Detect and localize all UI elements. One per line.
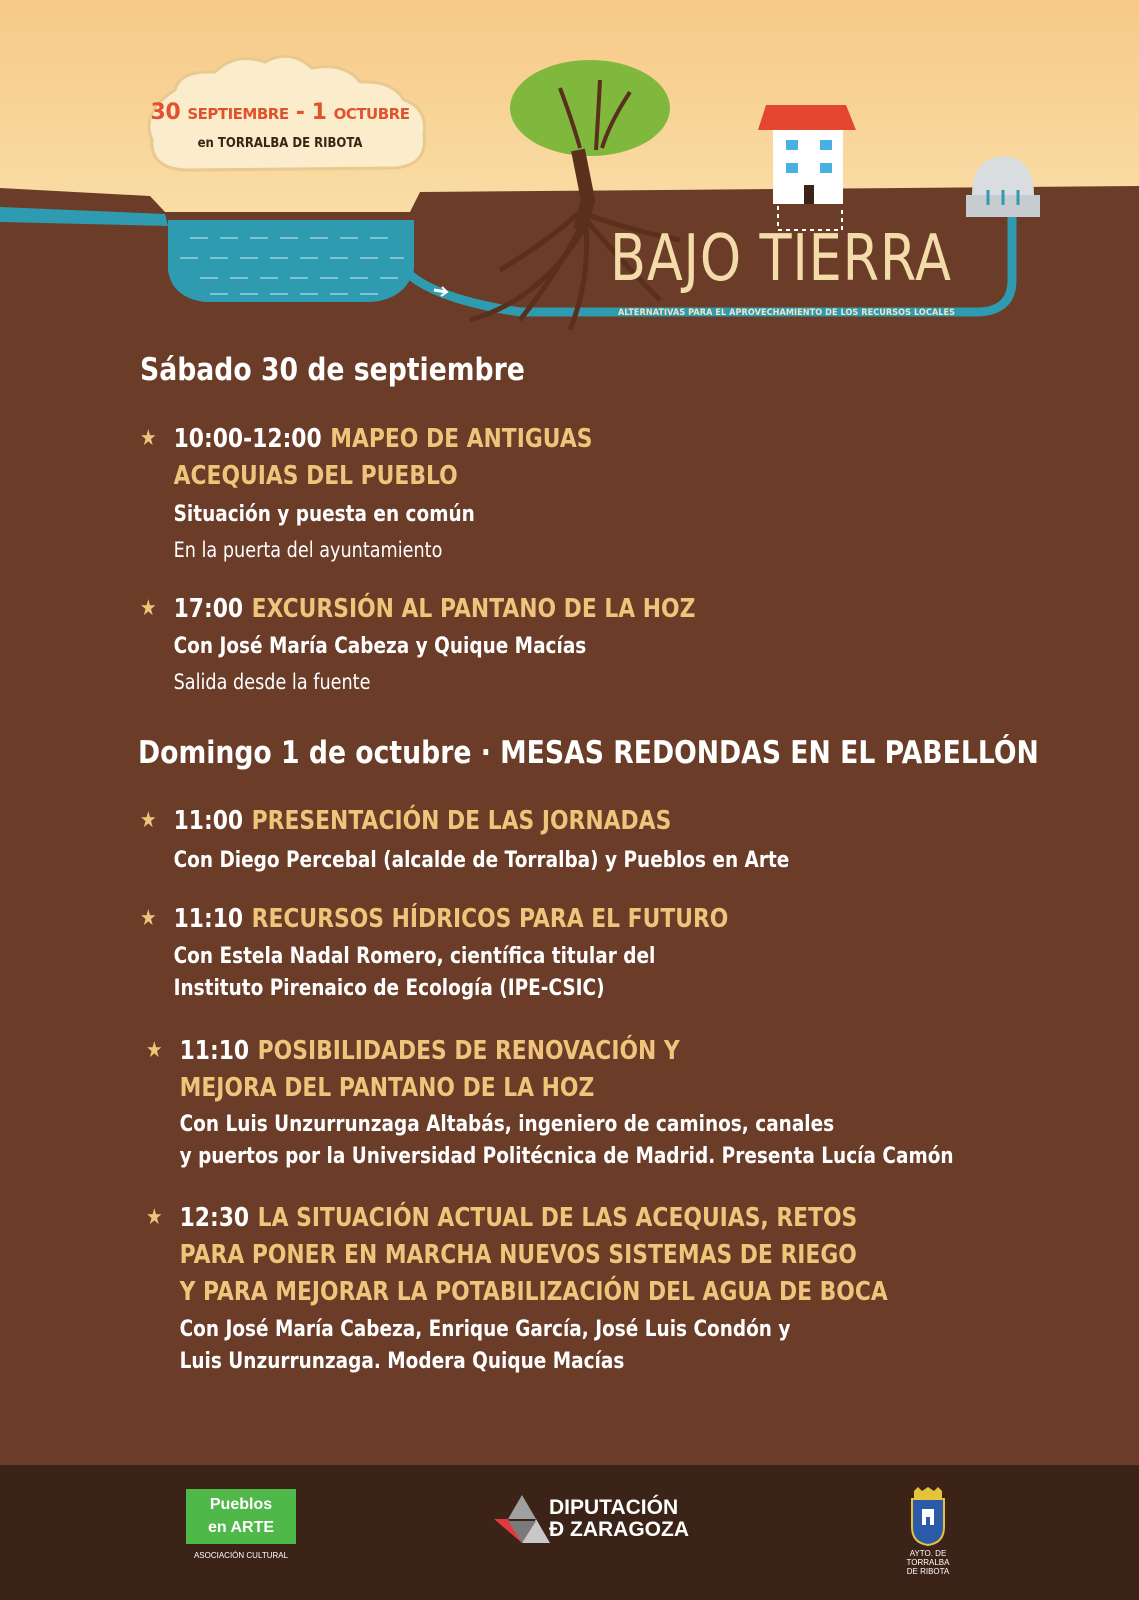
diputacion-line1: DIPUTACIÓN	[549, 1496, 679, 1519]
event-time: 11:10	[179, 1036, 250, 1066]
event-subtitle: Situación y puesta en común	[173, 502, 475, 527]
diputacion-logo	[494, 1493, 550, 1545]
star-icon: ★	[140, 426, 157, 451]
ayto-caption	[898, 1549, 958, 1576]
date-day2: 1	[311, 100, 327, 125]
poster-title: BAJO TIERRA	[610, 222, 952, 296]
event-title-cont: ACEQUIAS DEL PUEBLO	[173, 461, 458, 491]
lake	[168, 220, 414, 302]
event-description-cont: Luis Unzurrunzaga. Modera Quique Macías	[179, 1349, 625, 1374]
event-time: 12:30	[179, 1203, 250, 1233]
event-time: 17:00	[173, 594, 244, 624]
star-icon: ★	[140, 906, 157, 931]
event-location: en TORRALBA DE RIBOTA	[197, 136, 363, 151]
event-description-cont: Instituto Pirenaico de Ecología (IPE-CSIC)	[173, 976, 605, 1001]
event-title: EXCURSIÓN AL PANTANO DE LA HOZ	[251, 594, 696, 624]
event-title: MAPEO DE ANTIGUAS	[330, 424, 593, 454]
event-title: POSIBILIDADES DE RENOVACIÓN Y	[257, 1036, 680, 1066]
saturday-heading: Sábado 30 de septiembre	[140, 352, 525, 388]
star-icon: ★	[140, 808, 157, 833]
star-icon: ★	[146, 1038, 163, 1063]
event-description-cont: y puertos por la Universidad Politécnica de Madrid. Presenta Lucía Camón	[179, 1144, 954, 1169]
event-description: Con Luis Unzurrunzaga Altabás, ingeniero de caminos, canales	[179, 1112, 835, 1137]
event-title: RECURSOS HÍDRICOS PARA EL FUTURO	[251, 904, 729, 934]
event-time: 11:00	[173, 806, 244, 836]
pueblos-logo-line1: Pueblos	[209, 1496, 273, 1513]
event-title-cont: PARA PONER EN MARCHA NUEVOS SISTEMAS DE RIEGO	[179, 1240, 857, 1270]
diputacion-line2: Ð ZARAGOZA	[549, 1518, 689, 1541]
date-month1: SEPTIEMBRE	[187, 105, 289, 123]
sponsor-footer	[0, 1465, 1139, 1600]
event-description: Con Diego Percebal (alcalde de Torralba) y Pueblos en Arte	[173, 848, 790, 873]
event-description: Con Estela Nadal Romero, científica titular del	[173, 944, 656, 969]
event-title: PRESENTACIÓN DE LAS JORNADAS	[251, 806, 672, 836]
event-title: LA SITUACIÓN ACTUAL DE LAS ACEQUIAS, RETOS	[257, 1203, 858, 1233]
event-dates	[150, 100, 410, 125]
event-subtitle: Con José María Cabeza y Quique Macías	[173, 634, 587, 659]
ayto-line1: AYTO. DE	[909, 1549, 947, 1558]
date-day1: 30	[150, 100, 181, 125]
event-time: 10:00-12:00	[173, 424, 322, 454]
event-place: Salida desde la fuente	[173, 670, 371, 694]
event-description: Con José María Cabeza, Enrique García, José Luis Condón y	[179, 1317, 791, 1342]
event-place: En la puerta del ayuntamiento	[173, 538, 443, 562]
pueblos-caption: ASOCIACIÓN CULTURAL	[193, 1551, 289, 1560]
star-icon: ★	[146, 1205, 163, 1230]
ayto-shield	[908, 1487, 948, 1547]
event-title-cont: Y PARA MEJORAR LA POTABILIZACIÓN DEL AGUA DE BOCA	[179, 1277, 888, 1307]
pueblos-en-arte-logo	[186, 1489, 296, 1544]
sunday-heading: Domingo 1 de octubre · MESAS REDONDAS EN EL PABELLÓN	[138, 735, 1039, 771]
star-icon: ★	[140, 596, 157, 621]
date-dash: -	[295, 100, 305, 125]
header-illustration	[0, 0, 1139, 340]
poster-subtitle: ALTERNATIVAS PARA EL APROVECHAMIENTO DE LOS RECURSOS LOCALES	[618, 308, 956, 318]
ayto-line2: TORRALBA	[906, 1558, 950, 1567]
ayto-line3: DE RIBOTA	[906, 1567, 950, 1576]
event-title-cont: MEJORA DEL PANTANO DE LA HOZ	[179, 1073, 595, 1103]
pueblos-logo-line2: en ARTE	[207, 1519, 275, 1536]
event-time: 11:10	[173, 904, 244, 934]
diputacion-zaragoza-name	[549, 1497, 689, 1541]
date-month2: OCTUBRE	[333, 105, 410, 123]
